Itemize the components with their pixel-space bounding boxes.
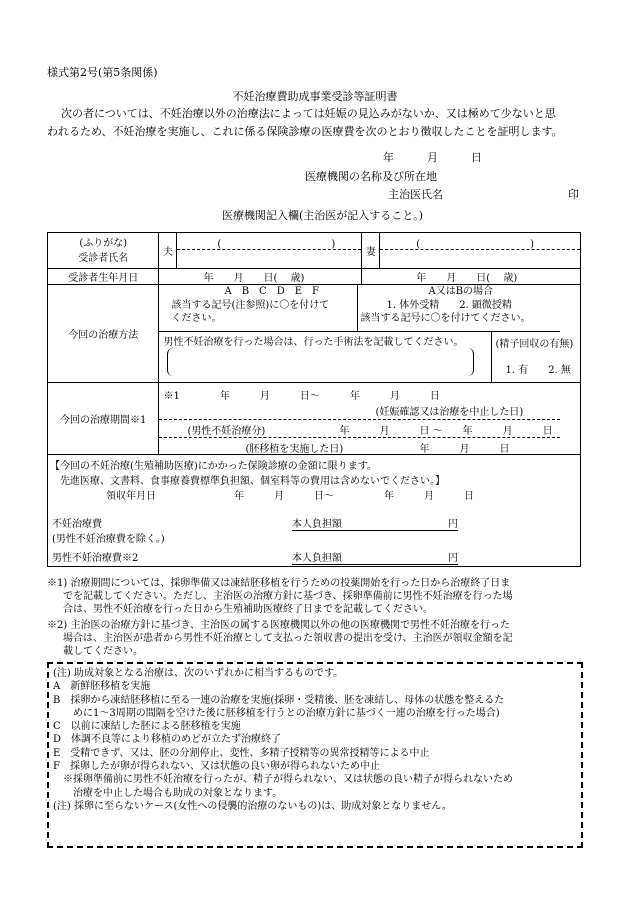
yen-unit: 円	[448, 553, 458, 564]
notice-item-b-cont: めに1～3周期の間隔を空けた後に胚移植を行うとの治療方針に基づく一連の治療を行った場合)	[53, 707, 500, 719]
doctor-name-label: 主治医氏名	[388, 188, 443, 201]
notice-heading: (注) 助成対象となる治療は、次のいずれかに相当するものです。	[53, 668, 344, 679]
footnote-1	[47, 577, 513, 616]
husband-birthdate[interactable]: 年 月 日( 歳)	[159, 269, 362, 285]
footnote-2	[47, 619, 513, 658]
cost-note-2: 先進医療、文書料、食事療養費標準負担額、個室料等の費用は含めないでください。】	[60, 476, 445, 487]
wife-furigana: ( )	[380, 233, 580, 250]
footnote-2-line-2: 場合は、主治医が患者から男性不妊治療として支払った領収書の提出を受け、主治医が領収金額を記	[63, 633, 513, 644]
ab-options: 1. 体外受精 2. 顕微授精	[386, 299, 512, 311]
ab-case-label: A又はBの場合	[428, 286, 494, 297]
notice-item-c: C 以前に凍結した胚による胚移植を実施	[53, 721, 241, 733]
fertility-self-pay[interactable]	[292, 515, 458, 531]
document-title: 不妊治療費助成事業受診等証明書	[232, 90, 398, 103]
wife-label: 妻	[362, 233, 380, 269]
notice-item-f: F 採卵したが卵が得られない、又は状態の良い卵が得られないため中止	[53, 761, 380, 773]
notice-exclusion: (注) 採卵に至らないケース(女性への侵襲的治療のないもの)は、助成対象となりません。	[53, 800, 452, 812]
treatment-options: A B C D E F	[224, 286, 319, 297]
institution-label: 医療機関の名称及び所在地	[305, 170, 437, 183]
notice-male-note-cont: 治療を中止した場合も助成の対象となります。	[53, 787, 283, 799]
embryo-transfer-date[interactable]: 年 月 日	[419, 444, 510, 455]
male-cost-label: 男性不妊治療費※2	[52, 553, 139, 564]
treatment-period-cell[interactable]	[159, 383, 581, 455]
treatment-instruction: 該当する記号(注参照)に〇を付けて	[171, 299, 330, 311]
treatment-period-label: 今回の治療期間※1	[48, 383, 159, 455]
notice-item-b: B 採卵から凍結胚移植に至る一連の治療を実施(採卵・受精後、胚を凍結し、母体の状態を整えるた	[53, 694, 505, 706]
male-self-pay[interactable]	[292, 549, 458, 565]
treatment-instruction-2: ください。	[171, 313, 222, 324]
footnote-2-line-1: ※2) 主治医の治療方針に基づき、主治医の属する医療機関以外の他の医療機関で男性不妊治療を行った	[47, 620, 511, 631]
notice-male-note: ※採卵準備前に男性不妊治療を行ったが、精子が得られない、又は状態の良い精子が得られないため	[53, 774, 513, 786]
footnote-1-line-3: 合は、男性不妊治療を行った日から生殖補助医療終了日までを記載してください。	[63, 604, 433, 615]
footnote-1-line-1: ※1) 治療期間については、採卵準備又は凍結胚移植を行うための投薬開始を行った日から治療終了日ま	[47, 578, 511, 589]
certificate-date: 年 月 日	[383, 151, 482, 164]
husband-furigana: ( )	[177, 233, 361, 250]
embryo-transfer-label: (胚移植を実施した日)	[245, 444, 344, 455]
certificate-table	[47, 232, 581, 567]
treatment-period-row[interactable]: ※1 年 月 日～ 年 月 日	[163, 391, 440, 402]
exclude-male-note: (男性不妊治療費を除く。)	[52, 534, 165, 545]
cost-cell	[48, 455, 581, 567]
birthdate-label: 受診者生年月日	[48, 269, 159, 285]
cost-note-1: 【今回の不妊治療(生殖補助医療)にかかった保険診療の金額に限ります。	[50, 461, 378, 472]
wife-birthdate[interactable]: 年 月 日( 歳)	[362, 269, 581, 285]
male-period-label: (男性不妊治療分)	[187, 426, 266, 437]
husband-name-cell[interactable]	[177, 233, 362, 269]
patient-name-label: 受診者氏名	[78, 252, 129, 264]
surgery-method-bracket[interactable]	[167, 348, 474, 376]
patient-name-label-cell	[48, 233, 159, 269]
notice-item-e: E 受精できず、又は、胚の分割停止、変性、多精子授精等の異常授精等による中止	[53, 747, 430, 759]
eligibility-notice-box	[47, 662, 583, 848]
receipt-date-value[interactable]: 年 月 日～ 年 月 日	[234, 491, 474, 502]
notice-item-d: D 体調不良等により移植のめどが立たず治療終了	[53, 734, 282, 746]
pregnancy-confirm-note: (妊娠確認又は治療を中止した日)	[375, 407, 524, 418]
intro-line-2: われるため、不妊治療を実施し、これに係る保険診療の医療費を次のとおり徴収したことを証明します。	[47, 125, 563, 138]
notice-item-a: A 新鮮胚移植を実施	[53, 681, 151, 693]
self-pay-label: 本人負担額	[292, 553, 342, 564]
footnote-1-line-2: でを記載してください。ただし、主治医の治療方針に基づき、採卵準備前に男性不妊治療を行った場	[63, 591, 513, 602]
husband-label: 夫	[159, 233, 177, 269]
treatment-method-cell[interactable]	[159, 285, 581, 383]
furigana-label: (ふりがな)	[79, 237, 128, 249]
intro-line-1: 次の者については、不妊治療以外の治療法によっては妊娠の見込みがないか、又は極めて少ないと思	[61, 107, 556, 120]
sperm-retrieval-options[interactable]: 1. 有 2. 無	[505, 365, 571, 376]
footnote-2-line-3: 載してください。	[63, 646, 143, 657]
sperm-retrieval-label: (精子回収の有無)	[495, 339, 574, 350]
receipt-date-label: 領収年月日	[106, 491, 156, 502]
male-period-value[interactable]: 年 月 日 ～ 年 月 日	[339, 426, 553, 437]
treatment-method-label: 今回の治療方法	[48, 285, 159, 383]
seal-mark: 印	[568, 188, 579, 201]
self-pay-label: 本人負担額	[292, 519, 342, 530]
entry-note: 医療機関記入欄(主治医が記入すること。)	[222, 209, 424, 222]
ab-instruction: 該当する記号に〇を付けてください。	[360, 313, 531, 324]
wife-name-cell[interactable]	[380, 233, 581, 269]
form-number: 様式第2号(第5条関係)	[47, 66, 158, 79]
male-treatment-note: 男性不妊治療を行った場合は、行った手術法を記載してください。	[163, 337, 464, 348]
yen-unit: 円	[448, 519, 458, 530]
fertility-cost-label: 不妊治療費	[52, 519, 102, 530]
